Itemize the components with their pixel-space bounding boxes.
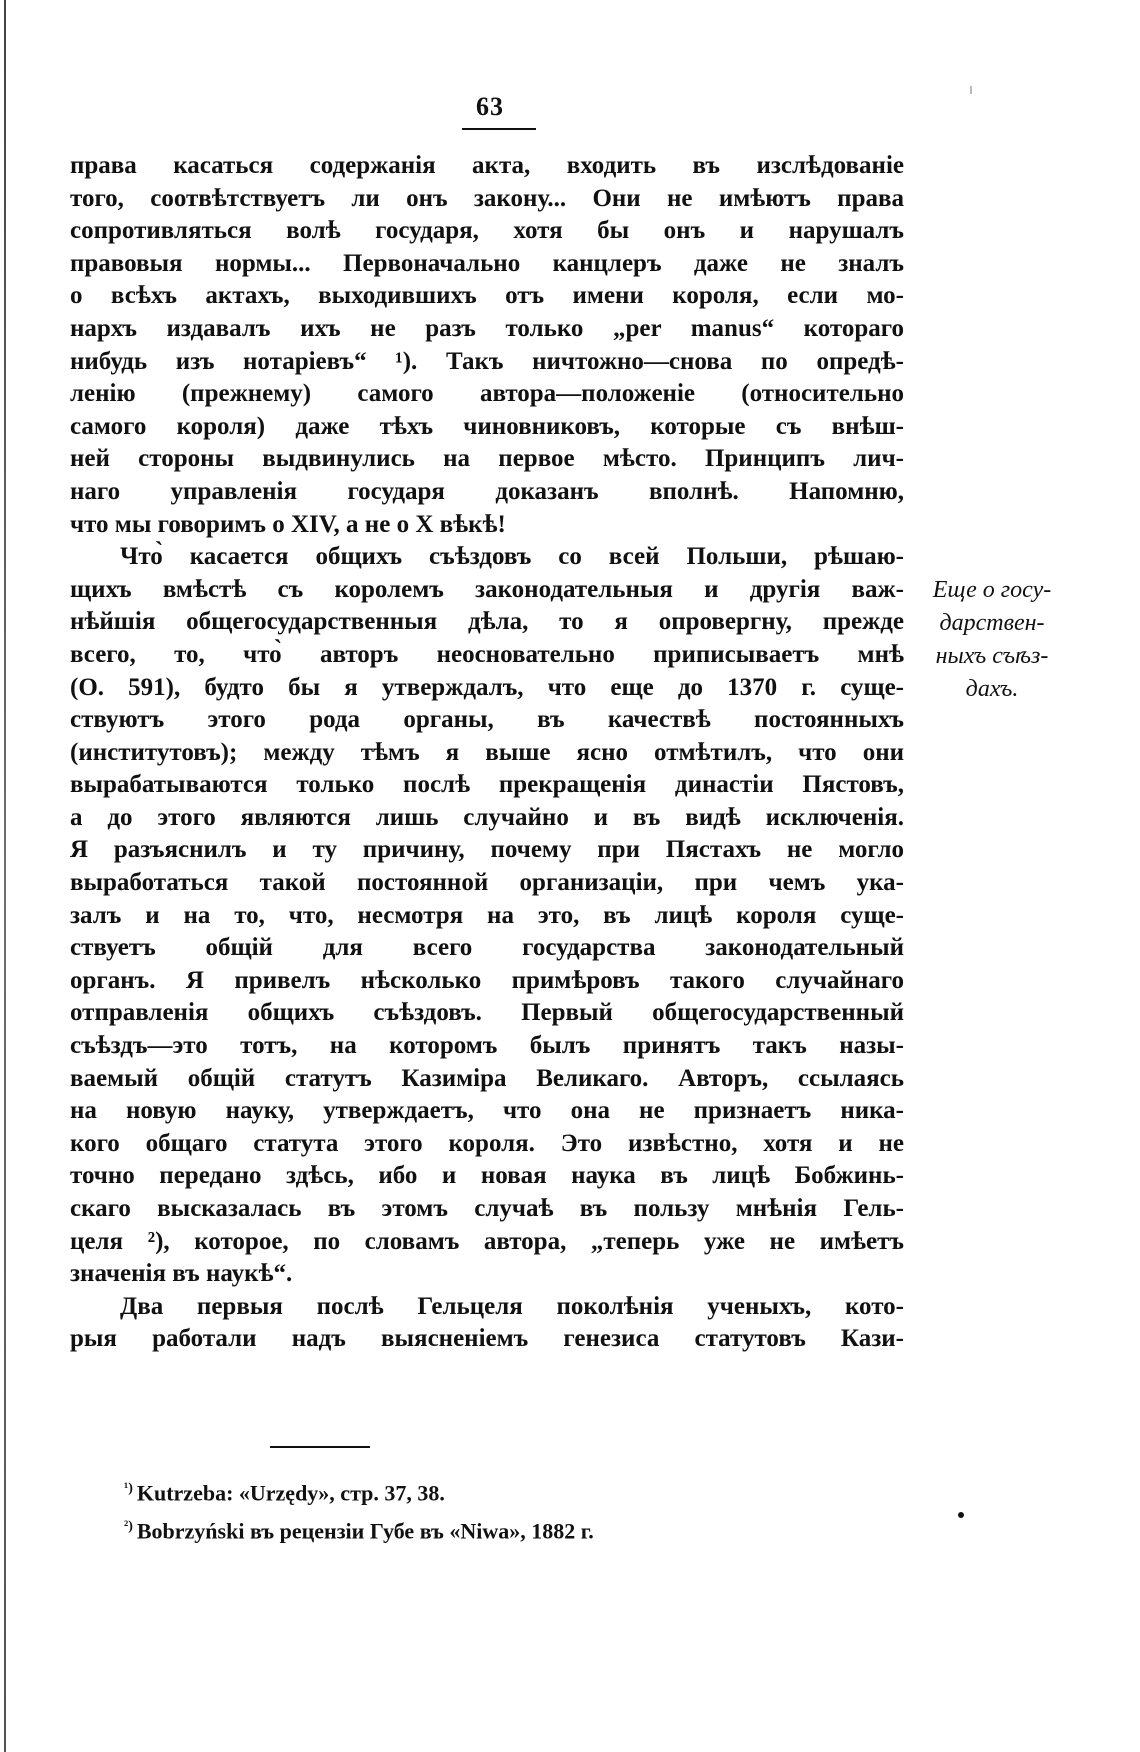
text-line: отправленія общихъ съѣздовъ. Первый общегосударственный [70,999,904,1027]
footnote [124,1472,824,1510]
text-line: значенія въ наукѣ“. [70,1260,293,1288]
text-line: ней стороны выдвинулись на первое мѣсто. Принципъ лич- [70,445,904,473]
text-line: органъ. Я привелъ нѣсколько примѣровъ такого случайнаго [70,966,904,994]
page-number-rule [462,128,536,130]
margin-note-line: Еще о госу- [932,577,1052,603]
margin-note-line: дарствен- [939,610,1045,636]
text-line: кого общаго статута этого короля. Это извѣстно, хотя и не [70,1129,904,1157]
text-line: ваемый общій статутъ Казиміра Великаго. Авторъ, ссылаясь [70,1064,904,1092]
text-line: сопротивляться волѣ государя, хотя бы онъ и нарушалъ [70,217,904,245]
footnote [124,1510,824,1548]
footnote-text: Bobrzyński въ рецензіи Губе въ «Niwa», 1882 г. [136,1518,594,1544]
text-line: (О. 591), будто бы я утверждалъ, что еще до 1370 г. суще- [70,673,904,701]
footnotes [124,1472,824,1549]
text-line: Я разъяснилъ и ту причину, почему при Пястахъ не могло [70,836,904,864]
text-line: о всѣхъ актахъ, выходившихъ отъ имени короля, если мо- [70,282,904,310]
text-line: точно передано здѣсь, ибо и новая наука въ лицѣ Бобжинь- [70,1162,904,1190]
text-line: нибудь изъ нотаріевъ“ ¹). Такъ ничтожно—снова по опредѣ- [70,347,904,375]
footnote-mark: ²) [124,1519,133,1535]
paragraph-start-line: Что̀ касается общихъ съѣздовъ со всей Польши, рѣшаю- [120,543,904,571]
text-line: наго управленія государя доказанъ вполнѣ. Напомню, [70,477,904,505]
text-line: нѣйшія общегосударственныя дѣла, то я опровергну, прежде [70,608,904,636]
text-line: съѣздъ—это тотъ, на которомъ былъ принятъ такъ назы- [70,1032,904,1060]
text-line: ствуютъ этого рода органы, въ качествѣ постоянныхъ [70,706,904,734]
body-text [70,150,904,1356]
ink-dot [958,1512,964,1518]
text-line: ствуетъ общій для всего государства законодательный [70,934,904,962]
text-line: правовыя нормы... Первоначально канцлеръ даже не зналъ [70,249,904,277]
margin-note [912,574,1072,706]
margin-note-line: ныхъ съѣз- [935,643,1049,669]
text-line: нархъ издавалъ ихъ не разъ только „per manus“ котораго [70,314,904,342]
text-line: самого короля) даже тѣхъ чиновниковъ, которые съ внѣш- [70,412,904,440]
paper-speck [970,86,972,94]
text-line: всего, то, что̀ авторъ неосновательно приписываетъ мнѣ [70,640,904,668]
page-left-edge [4,0,6,1752]
text-line: щихъ вмѣстѣ съ королемъ законодательныя и другія важ- [70,575,904,603]
text-line: а до этого являются лишь случайно и въ видѣ исключенія. [70,803,904,831]
text-line: что мы говоримъ о XIV, а не о X вѣкѣ! [70,510,506,538]
footnote-text: Kutrzeba: «Urzędy», стр. 37, 38. [136,1480,445,1506]
text-line: того, соотвѣтствуетъ ли онъ закону... Они не имѣютъ права [70,184,904,212]
text-line: (институтовъ); между тѣмъ я выше ясно отмѣтилъ, что они [70,738,904,766]
page-number: 63 [476,92,504,121]
text-line: целя ²), которое, по словамъ автора, „теперь уже не имѣетъ [70,1227,904,1255]
text-line: выработаться такой постоянной организаціи, при чемъ ука- [70,869,904,897]
text-line: вырабатываются только послѣ прекращенія династіи Пястовъ, [70,771,904,799]
text-line: залъ и на то, что, несмотря на это, въ лицѣ короля суще- [70,901,904,929]
footnote-rule [270,1446,370,1448]
margin-note-line: дахъ. [965,676,1019,702]
text-line: рыя работали надъ выясненіемъ генезиса статутовъ Кази- [70,1325,904,1353]
text-line: права касаться содержанія акта, входить въ изслѣдованіе [70,152,904,179]
paragraph-start-line: Два первыя послѣ Гельцеля поколѣнія ученыхъ, кото- [120,1292,904,1320]
text-line: скаго высказалась въ этомъ случаѣ въ пользу мнѣнія Гель- [70,1195,904,1222]
text-line: на новую науку, утверждаетъ, что она не признаетъ ника- [70,1097,904,1125]
footnote-mark: ¹) [124,1481,133,1496]
text-line: ленію (прежнему) самого автора—положеніе (относительно [70,380,904,408]
